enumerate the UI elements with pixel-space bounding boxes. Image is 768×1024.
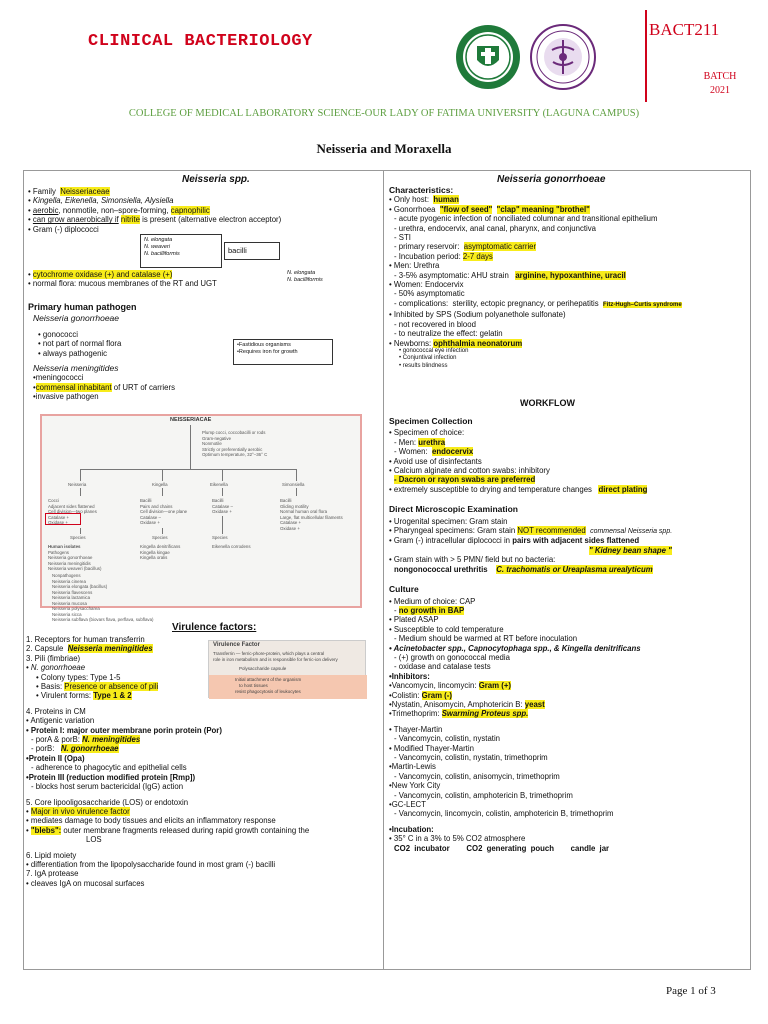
- gclect-agents: - Vancomycin, lincomycin, colistin, amphotericin B, trimethoprim: [394, 809, 614, 819]
- vf-mediates: • mediates damage to body tissues and elicits an inflammatory response: [26, 816, 276, 826]
- inset-line-7: resist phagocytosis of leukocytes: [235, 689, 301, 694]
- always-pathogenic-point: • always pathogenic: [38, 348, 108, 358]
- diagram-root-desc: Plump cocci, coccobacilli or rods Gram-negative Nonmotile Strictly or preferentially aerobic Optimum temperature, 32°–36° C: [202, 430, 268, 457]
- complications-line: - complications: sterility, ectopic pregnancy, or perihepatitis Fitz-Hugh–Curtis syndrome: [394, 298, 682, 308]
- vanco-line: •Vancomycin, lincomycin: Gram (+): [389, 681, 511, 691]
- left-oxidase-block: [28, 270, 288, 289]
- pharyngeal-line: • Pharyngeal specimens: Gram stain NOT recommended commensal Neisseria spp.: [389, 526, 673, 536]
- gonococci-point: • gonococci: [38, 329, 79, 339]
- human-isolates-list: Human isolates Pathogens Neisseria gonorrhoeae Neisseria meningitidis Neisseria weaveri (bacillus): [48, 544, 102, 571]
- vf-major: • Major in vivo virulence factor: [26, 806, 130, 816]
- ahu-line: - 3-5% asymptomatic: AHU strain arginine, hypoxanthine, uracil: [394, 270, 626, 280]
- genus-simonsiella: Simonsiella: [282, 482, 305, 487]
- not-normal-flora-point: • not part of normal flora: [38, 339, 122, 349]
- eikenella-desc: Bacilli Catalase – Oxidase +: [212, 498, 233, 514]
- plated-asap: • Plated ASAP: [389, 615, 439, 625]
- neisseriaceae-classification-diagram: [40, 414, 362, 622]
- inset-line-2: role in iron metabolism and is responsible for ferric-ion delivery: [213, 657, 338, 662]
- urogenital-line: • Urogenital specimen: Gram stain: [389, 516, 508, 526]
- vf-pora: - porA & porB: N. meningitides: [31, 735, 141, 745]
- vf-basis: • Basis: Presence or absence of pili: [36, 682, 159, 692]
- vf-transferrin: 1. Receptors for human transferrin: [26, 635, 145, 644]
- women-line: • Women: Endocervix: [389, 280, 464, 290]
- specimen-women: - Women: endocervix: [394, 447, 474, 457]
- kingella-desc: Bacilli Pairs and chains Cell division—one plane Catalase – Oxidase +: [140, 498, 188, 525]
- kidney-bean-line: " Kidney bean shape ": [589, 545, 672, 555]
- women-asymptomatic: - 50% asymptomatic: [394, 289, 465, 299]
- men-line: • Men: Urethra: [389, 261, 440, 271]
- left-intro: [28, 187, 378, 234]
- species-bacilliformis: N. bacilliformis: [144, 251, 180, 257]
- no-bap-line: - no growth in BAP: [394, 605, 465, 615]
- university-seal-icon: [455, 24, 521, 90]
- batch-year: 2021: [710, 85, 730, 96]
- specimen-heading: Specimen Collection: [389, 416, 473, 426]
- course-code: BACT211: [649, 20, 720, 39]
- bacilli-species-box: [140, 234, 222, 268]
- college-seal-icon: [530, 24, 596, 90]
- oxidase-catalase-line: - oxidase and catalase tests: [394, 662, 491, 672]
- vf-cleaves: • cleaves IgA on mucosal surfaces: [26, 878, 145, 888]
- species-elongata-2: N. elongata: [287, 270, 316, 276]
- column-divider: [383, 170, 384, 970]
- left-column-title: Neisseria spp.: [182, 174, 250, 185]
- right-characteristics: [389, 186, 749, 370]
- genus-eikenella: Eikenella: [210, 482, 228, 487]
- incubation-line: - Incubation period: 2-7 days: [394, 251, 493, 261]
- vf-blebs-cont: LOS: [86, 835, 102, 845]
- vf-iga: 7. IgA protease: [26, 869, 79, 879]
- specimen-men: - Men: urethra: [394, 437, 446, 447]
- vf-porb: - porB: N. gonorrhoeae: [31, 744, 119, 754]
- medium-choice: • Medium of choice: CAP: [389, 596, 476, 606]
- inset-heading: Virulence Factor: [213, 642, 260, 648]
- mtm-agents: - Vancomycin, colistin, nystatin, trimethoprim: [394, 753, 548, 762]
- acinetobacter-line: • Acinetobacter spp., Capnocytophaga spp., & Kingella denitrificans: [389, 643, 641, 653]
- inhibitors-heading: •Inhibitors:: [389, 671, 430, 681]
- vf-protein-3: •Protein III (reduction modified protein [Rmp]): [26, 772, 196, 782]
- martin-lewis: •Martin-Lewis: [389, 762, 436, 772]
- nystatin-line: •Nystatin, Anisomycin, Amphotericin B: yeast: [389, 699, 545, 709]
- oxidase-line: • cytochrome oxidase (+) and catalase (+): [28, 270, 173, 279]
- thayer-martin: • Thayer-Martin: [389, 724, 443, 734]
- eye-infection-line: • gonococcal eye infection: [399, 347, 469, 354]
- newborns-line: • Newborns: ophthalmia neonatorum: [389, 338, 523, 348]
- vf-virulent-forms: • Virulent forms: Type 1 & 2: [36, 691, 132, 701]
- vf-gonorrhoeae: • N. gonorrhoeae: [26, 663, 86, 673]
- diagram-root-label: NEISSERIACAE: [170, 417, 212, 423]
- right-column-title: Neisseria gonorrhoeae: [497, 174, 606, 185]
- anaerobic-line: • can grow anaerobically if nitrite is present (alternative electron acceptor): [28, 215, 282, 225]
- vf-proteins: 4. Proteins in CM: [26, 706, 86, 716]
- course-title: CLINICAL BACTERIOLOGY: [88, 32, 313, 51]
- positive-growth-line: - (+) growth on gonococcal media: [394, 652, 510, 662]
- calcium-alginate: • Calcium alginate and cotton swabs: inhibitory: [389, 466, 550, 476]
- meningitidis-subtitle: Neisseria meningitides: [33, 363, 119, 374]
- nyc-agents: - Vancomycin, colistin, amphotericin B, trimethoprim: [394, 790, 573, 800]
- eikenella-species-list: Eikenella corrodens: [212, 544, 251, 549]
- commensal-point: •commensal inhabitant of URT of carriers: [33, 382, 175, 392]
- virulence-list: [26, 635, 378, 888]
- nongonococcal-line: nongonococcal urethritis C. trachomatis or Ureaplasma urealyticum: [394, 564, 653, 574]
- species-elongata: N. elongata: [144, 237, 173, 243]
- inset-line-1: Transferrin — ferric-phore-protein, which plays a central: [213, 651, 325, 656]
- drying-line: • extremely susceptible to drying and temperature changes direct plating: [389, 484, 648, 494]
- dacron-line: - Dacron or rayon swabs are preferred: [394, 475, 536, 485]
- new-york-city: •New York City: [389, 781, 441, 791]
- right-specimen: [389, 412, 749, 853]
- pmn-line: • Gram stain with > 5 PMN/ field but no bacteria:: [389, 555, 556, 565]
- vf-adherence: - adherence to phagocytic and epithelial cells: [31, 763, 187, 773]
- direct-heading: Direct Microscopic Examination: [389, 504, 518, 515]
- sti-line: - STI: [394, 233, 411, 243]
- invasive-point: •invasive pathogen: [33, 392, 99, 402]
- avoid-disinfectants: • Avoid use of disinfectants: [389, 456, 482, 466]
- inset-line-5: Initial attachment of the organism: [235, 677, 302, 682]
- inset-line-6: to host tissues: [239, 683, 268, 688]
- page-title: Neisseria and Moraxella: [316, 141, 452, 156]
- acute-line: - acute pyogenic infection of nonciliated columnar and transitional epithelium: [394, 214, 658, 224]
- college-name: COLLEGE OF MEDICAL LABORATORY SCIENCE-OUR LADY OF FATIMA UNIVERSITY (LAGUNA CAMPUS): [128, 108, 640, 119]
- genus-kingella: Kingella: [152, 482, 168, 487]
- gonorrhoea-line: • Gonorrhoea "flow of seed" "clap" meaning "brothel": [389, 204, 590, 214]
- bacilli-label-box: bacilli: [224, 242, 280, 260]
- modified-tm: • Modified Thayer-Martin: [389, 743, 474, 753]
- incubation-methods: CO2 incubator CO2 generating pouch candle jar: [394, 843, 610, 853]
- gc-lect: •GC-LECT: [389, 800, 426, 810]
- fastidious-line: •Fastidious organisms: [237, 342, 291, 348]
- kingella-species-list: Kingella denitrificans Kingella kingae Kingella oralis: [140, 544, 181, 560]
- species-label-1: Species: [70, 535, 86, 540]
- vf-blebs: • "blebs": outer membrane fragments released during rapid growth containing the: [26, 825, 310, 835]
- intracellular-line: • Gram (-) intracellular diplococci in pairs with adjacent sides flattened: [389, 536, 640, 546]
- culture-heading: Culture: [389, 584, 419, 595]
- catalase-species-box: [284, 268, 356, 292]
- meningococci-point: •meningococci: [33, 373, 84, 383]
- specimen-choice: • Specimen of choice:: [389, 428, 465, 438]
- vf-capsule: 2. Capsule Neisseria meningitides: [26, 644, 153, 654]
- conjunctival-line: • Conjuntival infection: [399, 355, 457, 362]
- inset-line-3: Polysaccharide capsule: [239, 666, 287, 671]
- cold-temp: • Susceptible to cold temperature: [389, 624, 504, 634]
- fastidious-note-box: [233, 339, 333, 365]
- species-weaveri: N. weaveri: [144, 244, 170, 250]
- vf-los: 5. Core lipooligosaccharide (LOS) or endotoxin: [26, 797, 189, 807]
- gelatin-line: - to neutralize the effect: gelatin: [394, 329, 503, 339]
- species-bacilliformis-2: N. bacilliformis: [287, 277, 323, 283]
- genera-line: • Kingella, Eikenella, Simonsiella, Alysiella: [28, 196, 174, 206]
- gonorrhoeae-subtitle: Neisseria gonorrhoeae: [33, 313, 119, 324]
- ml-agents: - Vancomycin, colistin, anisomycin, trimethoprim: [394, 771, 560, 781]
- vf-protein-1: • Protein I: major outer membrane porin protein (Por): [26, 725, 222, 735]
- characteristics-heading: Characteristics:: [389, 185, 454, 195]
- primary-pathogen-heading: Primary human pathogen: [28, 302, 137, 312]
- vf-protein-2: •Protein II (Opa): [26, 753, 85, 763]
- family-line: • Family Neisseriaceae: [28, 187, 110, 196]
- incubation-heading: •Incubation:: [389, 824, 434, 834]
- normal-flora-line: • normal flora: mucous membranes of the RT and UGT: [28, 279, 217, 289]
- only-host: • Only host: human: [389, 195, 459, 205]
- batch-block: [690, 70, 750, 98]
- simonsiella-desc: Bacilli Gliding motility Normal human oral flora Large, flat multicellular filaments Catalase + Oxidase +: [280, 498, 343, 531]
- colistin-line: •Colistin: Gram (-): [389, 690, 452, 700]
- blindness-line: • results blindness: [399, 362, 448, 369]
- workflow-heading: WORKFLOW: [520, 398, 575, 408]
- aerobic-line: • aerobic, nonmotile, non–spore-forming, capnophilic: [28, 205, 210, 215]
- sps-line: • Inhibited by SPS (Sodium polyanethole sulfonate): [389, 310, 566, 320]
- vf-lipid: 6. Lipid moiety: [26, 850, 77, 860]
- page-number: Page 1 of 3: [666, 985, 716, 997]
- vf-pili: 3. Pili (fimbriae): [26, 653, 81, 663]
- blood-line: - not recovered in blood: [394, 319, 476, 329]
- incubation-temp: • 35° C in a 3% to 5% CO2 atmosphere: [389, 834, 526, 844]
- virulence-factors-heading: Virulence factors:: [172, 622, 257, 633]
- reservoir-line: - primary reservoir: asymptomatic carrier: [394, 242, 537, 252]
- sites-line: - urethra, endocervix, anal canal, pharynx, and conjunctiva: [394, 223, 596, 233]
- header-divider: [645, 10, 647, 102]
- nonpathogens-list: Nonpathogens Neisseria cinerea Neisseria elongata (bacillus) Neisseria flavescens Neisseria lactamica Neisseria mucosa Neisseria polysaccharea Neisseria sicca Neisseria subflava (biovars flava, perflava, subflava): [52, 573, 154, 622]
- vf-blocks: - blocks host serum bactericidal (IgG) action: [31, 782, 184, 792]
- catalase-oxidase-highlight: [45, 513, 81, 525]
- tm-agents: - Vancomycin, colistin, nystatin: [394, 734, 501, 744]
- warmed-line: - Medium should be warmed at RT before inoculation: [394, 634, 578, 644]
- species-label-3: Species: [212, 535, 228, 540]
- iron-line: •Requires iron for growth: [237, 349, 298, 355]
- vf-differentiation: • differentiation from the lipopolysaccharide found in most gram (-) bacilli: [26, 859, 276, 869]
- trimethoprim-line: •Trimethoprim: Swarming Proteus spp.: [389, 709, 529, 719]
- genus-neisseria: Neisseria: [68, 482, 87, 487]
- species-label-2: Species: [152, 535, 168, 540]
- batch-label: BATCH: [703, 71, 737, 82]
- vf-colony-types: • Colony types: Type 1-5: [36, 672, 121, 682]
- gram-line: • Gram (-) diplococci: [28, 224, 99, 234]
- neisseria-desc: Cocci Adjacent sides flattened Cell division—two planes Catalase + Oxidase +: [48, 498, 97, 525]
- vf-antigenic: • Antigenic variation: [26, 716, 95, 726]
